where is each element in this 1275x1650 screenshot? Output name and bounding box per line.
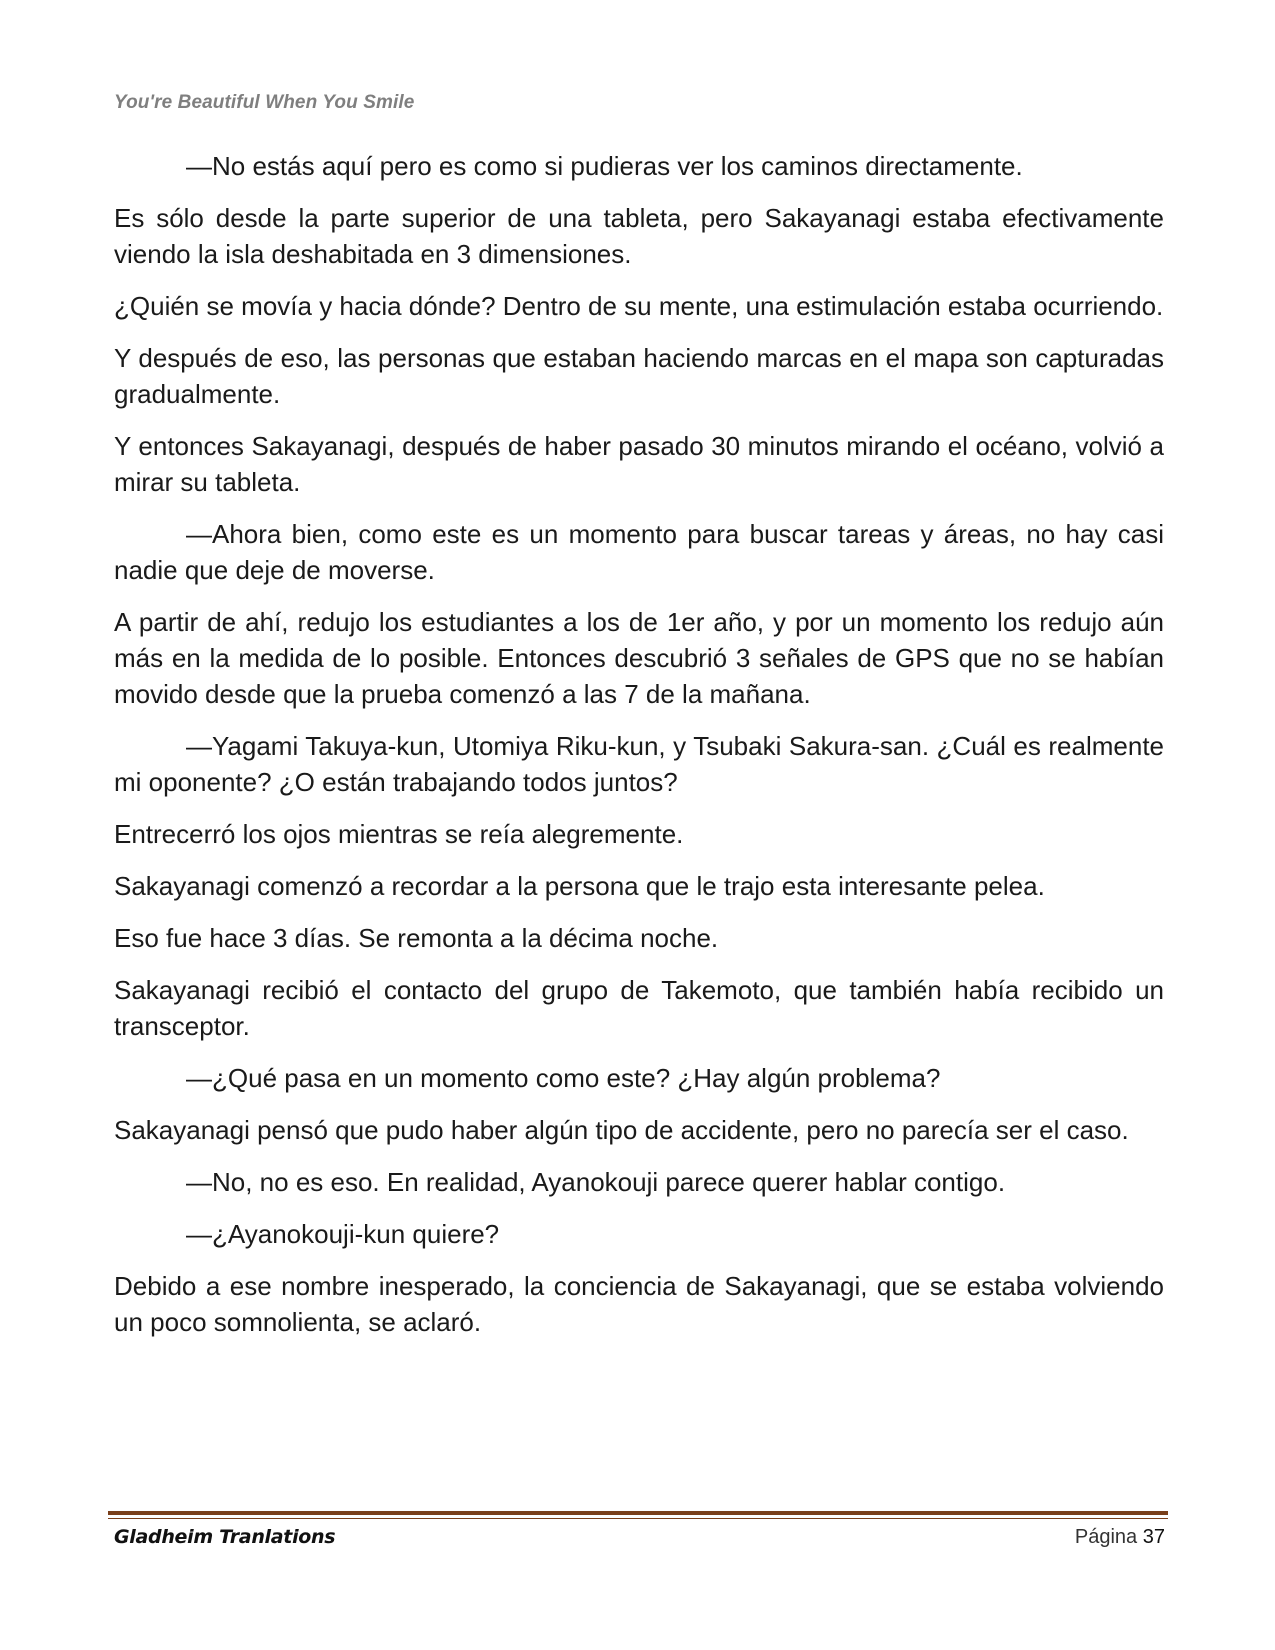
paragraph: —¿Qué pasa en un momento como este? ¿Hay algún problema? [186,1063,941,1093]
paragraph: ¿Quién se movía y hacia dónde? Dentro de su mente, una estimulación estaba ocurriendo. [114,291,1164,321]
paragraph: —No, no es eso. En realidad, Ayanokouji parece querer hablar contigo. [186,1167,1006,1197]
paragraph: —Ahora bien, como este es un momento para buscar tareas y áreas, no hay casi nadie que deje de moverse. [114,519,1164,585]
paragraph: —¿Ayanokouji-kun quiere? [186,1219,500,1249]
paragraph: A partir de ahí, redujo los estudiantes a los de 1er año, y por un momento los redujo aún más en la medida de lo posible. Entonces descubrió 3 señales de GPS que no se habían movido desde que la prueba comenzó a las 7 de la mañana. [114,607,1164,709]
footer-divider-thin [108,1518,1168,1519]
paragraph: Sakayanagi comenzó a recordar a la persona que le trajo esta interesante pelea. [114,871,1045,901]
paragraph: Debido a ese nombre inesperado, la conciencia de Sakayanagi, que se estaba volviendo un poco somnolienta, se aclaró. [114,1271,1164,1337]
page-number-value: 37 [1142,1526,1165,1548]
footer-credit: Gladheim Tranlations [114,1526,336,1548]
paragraph: Y después de eso, las personas que estaban haciendo marcas en el mapa son capturadas gradualmente. [114,343,1164,409]
paragraph: Eso fue hace 3 días. Se remonta a la décima noche. [114,923,719,953]
paragraph: Es sólo desde la parte superior de una tableta, pero Sakayanagi estaba efectivamente viendo la isla deshabitada en 3 dimensiones. [114,203,1164,269]
paragraph: Entrecerró los ojos mientras se reía alegremente. [114,819,684,849]
footer-divider [108,1511,1168,1515]
running-header-title: You're Beautiful When You Smile [114,92,415,113]
page-label: Página [1074,1526,1138,1548]
paragraph: Y entonces Sakayanagi, después de haber pasado 30 minutos mirando el océano, volvió a mirar su tableta. [114,431,1164,497]
paragraph: Sakayanagi pensó que pudo haber algún tipo de accidente, pero no parecía ser el caso. [114,1115,1129,1145]
paragraph: —Yagami Takuya-kun, Utomiya Riku-kun, y Tsubaki Sakura-san. ¿Cuál es realmente mi oponente? ¿O están trabajando todos juntos? [114,731,1164,797]
paragraph: Sakayanagi recibió el contacto del grupo de Takemoto, que también había recibido un transceptor. [114,975,1164,1041]
paragraph: —No estás aquí pero es como si pudieras ver los caminos directamente. [186,151,1023,181]
body-text [114,148,1164,1356]
page-number [1075,1526,1165,1549]
